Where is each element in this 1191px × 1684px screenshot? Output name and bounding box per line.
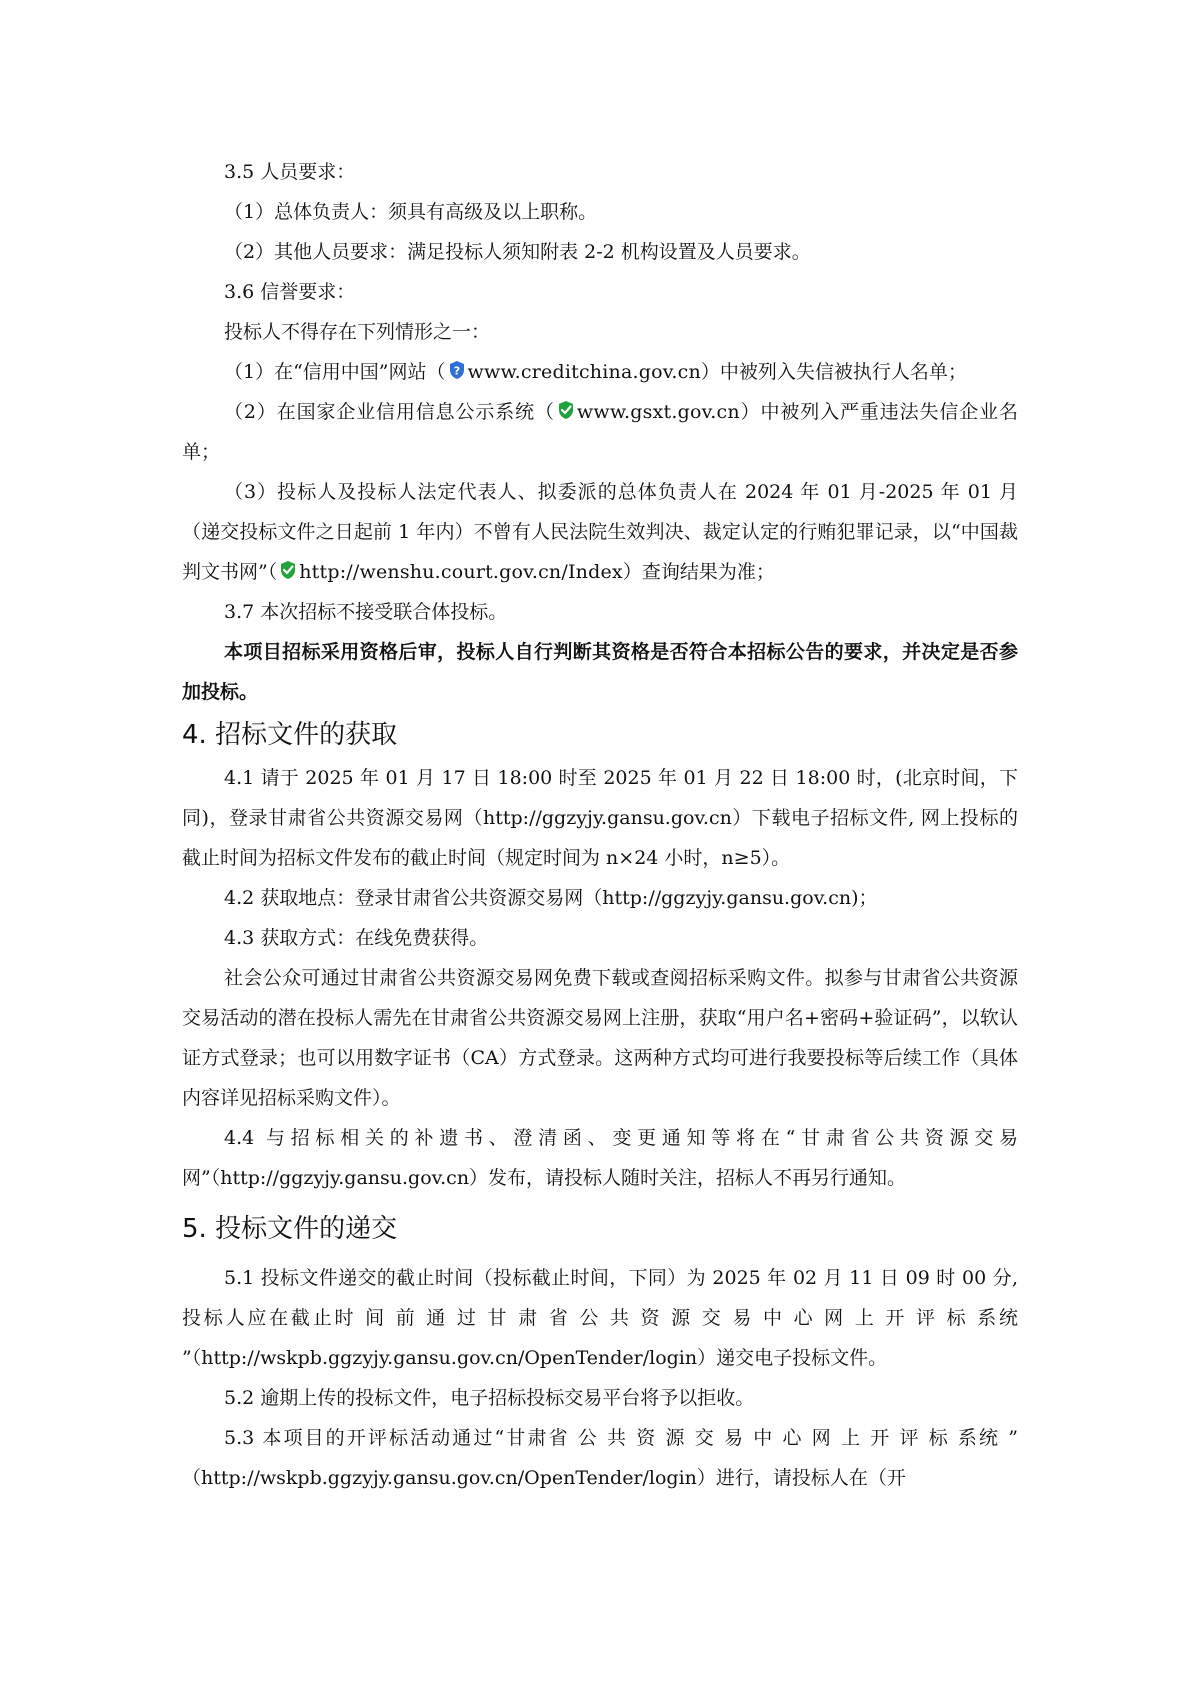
wenshu-url[interactable]: http://wenshu.court.gov.cn/Index (299, 561, 623, 583)
section-4-2: 4.2 获取地点：登录甘肃省公共资源交易网（http://ggzyjy.gansu.gov.cn)； (224, 887, 878, 909)
section-5-1: 5.1 投标文件递交的截止时间（投标截止时间，下同）为 2025 年 02 月 11 日 09 时 00 分,投标人应在截止时 间 前 通 过 甘 肃 省 公 共 资 源 交 易 中 心 网 上 开 评 标 系统 ”（http://wskpb.ggzyjy.gansu.gov.cn/OpenTender/login）递交电子投标文件。 (182, 1267, 1018, 1369)
check-shield-icon (279, 560, 297, 580)
section-4-public-access: 社会公众可通过甘肃省公共资源交易网免费下载或查阅招标采购文件。拟参与甘肃省公共资源交易活动的潜在投标人需先在甘肃省公共资源交易网上注册，获取“用户名+密码+验证码”，以软认证方式登录；也可以用数字证书（CA）方式登录。这两种方式均可进行我要投标等后续工作（具体内容详见招标采购文件）。 (182, 967, 1018, 1109)
svg-text:?: ? (453, 364, 460, 378)
item-3-text-after: ）查询结果为准； (622, 561, 775, 583)
shield-question-icon (448, 360, 466, 380)
item-1-text-after: ）中被列入失信被执行人名单； (700, 361, 967, 383)
section-3-7: 3.7 本次招标不接受联合体投标。 (224, 601, 508, 623)
section-3-5-heading: 3.5 人员要求： (224, 161, 356, 183)
item-1-text-before: （1）在“信用中国”网站（ (224, 361, 446, 383)
section-3-6-item-1 (182, 352, 1018, 392)
section-3-5-item-2: （2）其他人员要求：满足投标人须知附表 2-2 机构设置及人员要求。 (224, 241, 811, 263)
creditchina-url[interactable]: www.creditchina.gov.cn (467, 361, 701, 383)
section-3-6-heading: 3.6 信誉要求： (224, 281, 356, 303)
gsxt-url[interactable]: www.gsxt.gov.cn (576, 401, 740, 423)
section-3-5-item-1: （1）总体负责人：须具有高级及以上职称。 (224, 201, 598, 223)
section-5-title: 5. 投标文件的递交 (182, 1214, 398, 1244)
check-shield-icon (557, 400, 575, 420)
document-body (182, 152, 1018, 1498)
item-3-text-before: （3）投标人及投标人法定代表人、拟委派的总体负责人在 2024 年 01 月-2025 年 01 月（递交投标文件之日起前 1 年内）不曾有人民法院生效判决、裁定认定的行贿犯罪记录，以“中国裁判文书网”（ (182, 481, 1018, 583)
section-5-2: 5.2 逾期上传的投标文件，电子招标投标交易平台将予以拒收。 (224, 1387, 755, 1409)
section-5-3: 5.3 本项目的开评标活动通过“甘肃省 公 共 资 源 交 易 中 心 网 上 开 评 标 系统 ” （http://wskpb.ggzyjy.gansu.gov.cn/OpenTender/login）进行，请投标人在（开 (182, 1427, 1018, 1489)
section-3-6-item-3 (182, 472, 1018, 592)
section-4-1: 4.1 请于 2025 年 01 月 17 日 18:00 时至 2025 年 01 月 22 日 18:00 时，(北京时间，下同)，登录甘肃省公共资源交易网（http://ggzyjy.gansu.gov.cn）下载电子招标文件, 网上投标的截止时间为招标文件发布的截止时间（规定时间为 n×24 小时，n≥5）。 (182, 767, 1018, 869)
item-2-text-before: （2）在国家企业信用信息公示系统（ (224, 401, 555, 423)
section-4-4: 4.4 与招标相关的补遗书、澄清函、变更通知等将在“甘肃省公共资源交易网”（http://ggzyjy.gansu.gov.cn）发布，请投标人随时关注，招标人不再另行通知。 (182, 1127, 1018, 1189)
item-2-text-after: ）中被列入严重违法失信企业名单； (182, 401, 1018, 463)
qualification-notice: 本项目招标采用资格后审，投标人自行判断其资格是否符合本招标公告的要求，并决定是否参加投标。 (182, 641, 1018, 703)
section-4-3: 4.3 获取方式：在线免费获得。 (224, 927, 489, 949)
section-3-6-item-2 (182, 392, 1018, 472)
section-4-title: 4. 招标文件的获取 (182, 720, 398, 750)
section-3-6-intro: 投标人不得存在下列情形之一： (224, 321, 491, 343)
